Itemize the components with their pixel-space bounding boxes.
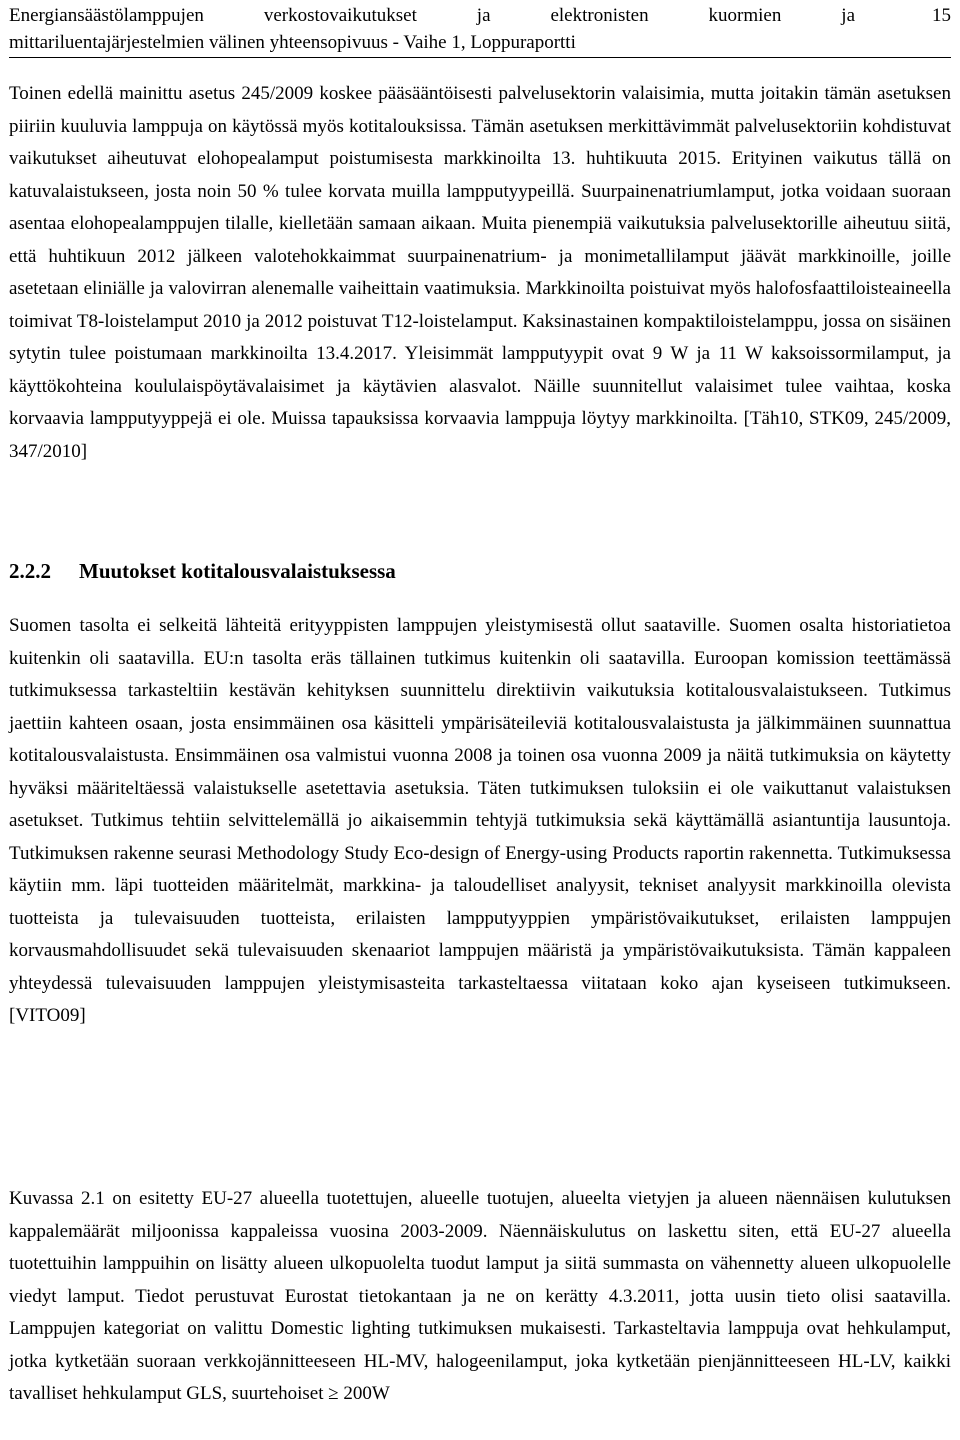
header-divider — [9, 57, 951, 58]
section-number: 2.2.2 — [9, 559, 51, 583]
body-paragraph-1: Toinen edellä mainittu asetus 245/2009 koskee pääsääntöisesti palvelusektorin valaisimia, mutta joitakin tämän asetuksen piiriin kuuluvia lamppuja on käytössä myös kotitalouksissa. Tämän asetuksen merkittävimmät palvelusektoriin kohdistuvat vaikutukset aiheutuvat elohopealamput poistumisesta markkinoilta 13. huhtikuuta 2015. Erityinen vaikutus tällä on katuvalaistukseen, josta noin 50 % tulee korvata muilla lampputyypeillä. Suurpainenatriumlamput, jotka voidaan suoraan asentaa elohopealamppujen tilalle, kielletään samaan aikaan. Muita pienempiä vaikutuksia palvelusektorille aiheutuu siitä, että huhtikuun 2012 jälkeen valotehokkaimmat suurpainenatrium- ja monimetallilamput jäävät markkinoille, joille asetetaan eliniälle ja valovirran alenemalle vaiheittain vaatimuksia. Markkinoilta poistuivat myös halofosfaattiloisteaineella toimivat T8-loistelamput 2010 ja 2012 poistuvat T12-loistelamput. Kaksinastainen kompaktiloistelamppu, jossa on sisäinen sytytin tulee poistumaan markkinoilta 13.4.2017. Yleisimmät lampputyypit ovat 9 W ja 11 W kaksoissormilamput, ja käyttökohteina koululaispöytävalaisimet ja käytävien alasvalot. Näille suunnitellut valaisimet tulee vaihtaa, koska korvaavia lampputyyppejä ei ole. Muissa tapauksissa korvaavia lamppuja löytyy markkinoilta. [Täh10, STK09, 245/2009, 347/2010] — [9, 83, 951, 462]
body-paragraph-2: Suomen tasolta ei selkeitä lähteitä erityyppisten lamppujen yleistymisestä ollut saataville. Suomen osalta historiatietoa kuitenkin oli saatavilla. EU:n tasolta eräs tällainen tutkimus kuitenkin oli saatavilla. Euroopan komission teettämässä tutkimuksessa tarkasteltiin kestävän kehityksen suunnittelu direktiivin vaikutuksia kotitalousvalaistukseen. Tutkimus jaettiin kahteen osaan, josta ensimmäinen osa käsitteli ympärisäteileviä kotitalousvalaistusta ja jälkimmäinen suunnattua kotitalousvalaistusta. Ensimmäinen osa valmistui vuonna 2008 ja toinen osa vuonna 2009 ja näitä tutkimuksia on käytetty hyväksi määriteltäessä valaistukselle asetettavia asetuksia. Täten tutkimuksen tuloksiin ei ole vaikuttanut valaistuksen asetukset. Tutkimus tehtiin selvittelemällä jo aikaisemmin tehtyjä tutkimuksia sekä käyttämällä asiantuntija lausuntoja. Tutkimuksen rakenne seurasi Methodology Study Eco-design of Energy-using Products raportin rakennetta. Tutkimuksessa käytiin mm. läpi tuotteiden määritelmät, markkina- ja taloudelliset analyysit, tekniset analyysit markkinoilla olevista tuotteista ja tulevaisuuden tuotteista, erilaisten lampputyyppien ympäristövaikutukset, erilaisten lamppujen korvausmahdollisuudet sekä tulevaisuuden skenaariot lamppujen määristä ja ympäristövaikutuksista. Tämän kappaleen yhteydessä tulevaisuuden lamppujen yleistymisasteita tarkasteltaessa viitataan koko ajan kyseiseen tutkimukseen. [VITO09] — [9, 615, 951, 1026]
section-heading — [9, 555, 396, 587]
page-number: 15 — [932, 5, 951, 26]
header-title-line2: mittariluentajärjestelmien välinen yhteensopivuus - Vaihe 1, Loppuraportti — [9, 32, 576, 53]
page-header — [9, 2, 951, 56]
header-title-line1: Energiansäästölamppujen verkostovaikutukset ja elektronisten kuormien ja — [9, 5, 855, 26]
body-paragraph-3: Kuvassa 2.1 on esitetty EU-27 alueella tuotettujen, alueelle tuotujen, alueelta vietyjen ja alueen näennäisen kulutuksen kappalemäärät miljoonissa kappaleissa vuosina 2003-2009. Näennäiskulutus on laskettu siten, että EU-27 alueella tuotettuihin lamppuihin on lisätty alueen ulkopuolelta tuodut lamput ja siitä summasta on vähennetty alueen ulkopuolelle viedyt lamput. Tiedot perustuvat Eurostat tietokantaan ja ne on kerätty 4.3.2011, jotta uusin tieto olisi saatavilla. Lamppujen kategoriat on valittu Domestic lighting tutkimuksen mukaisesti. Tarkasteltavia lamppuja ovat hehkulamput, jotka kytketään suoraan verkkojännitteeseen HL-MV, halogeenilamput, joka kytketään pienjännitteeseen HL-LV, kaikki tavalliset hehkulamput GLS, suurtehoiset ≥ 200W — [9, 1188, 951, 1404]
section-title: Muutokset kotitalousvalaistuksessa — [79, 559, 396, 583]
